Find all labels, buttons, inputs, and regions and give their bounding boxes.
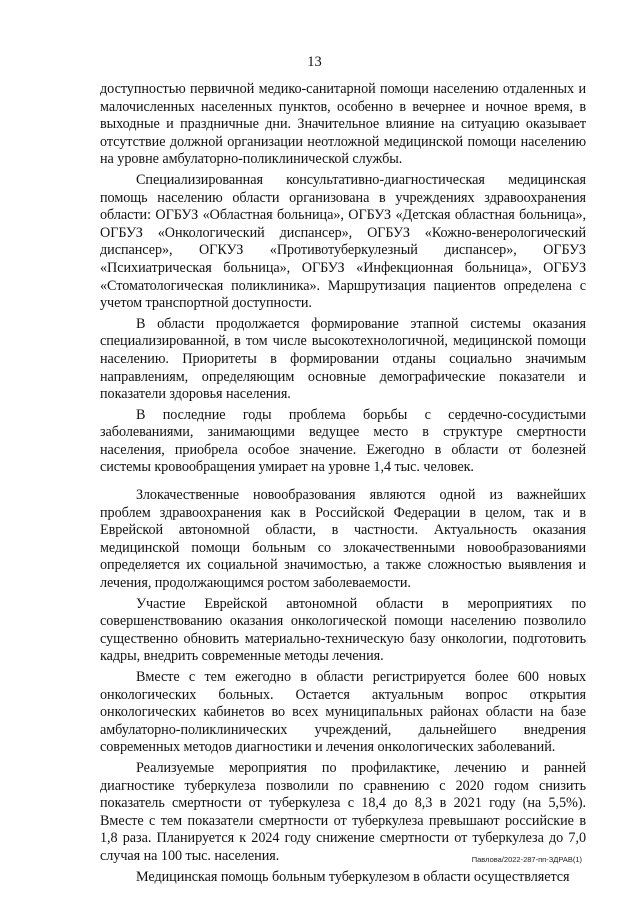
paragraph-tuberculosis: Реализуемые мероприятия по профилактике, лечению и ранней диагностике туберкулеза позволили по сравнению с 2020 годом снизить показатель смертности от туберкулеза с 18,4 до 8,3 в 2021 году (на 5,5%). Вместе с тем показатели смертности от туберкулеза превышают российские в 1,8 раза. Планируется к 2024 году снижение смертности от туберкулеза до 7,0 случая на 100 тыс. населения. [100,759,586,864]
paragraph-continued: доступностью первичной медико-санитарной помощи населению отдаленных и малочисленных населенных пунктов, особенно в вечернее и ночное время, в выходные и праздничные дни. Значительное влияние на ситуацию оказывает отсутствие должной организации неотложной медицинской помощи населению на уровне амбулаторно-поликлинической службы. [100,81,586,168]
paragraph-oncology-participation: Участие Еврейской автономной области в мероприятиях по совершенствованию оказания онкологической помощи населению позволило существенно обновить материально-техническую базу онкологии, подготовить кадры, внедрить современные методы лечения. [100,595,586,665]
page-number: 13 [307,54,322,70]
paragraph-specialized-care: Специализированная консультативно-диагностическая медицинская помощь населению области организована в учреждениях здравоохранения области: ОГБУЗ «Областная больница», ОГБУЗ «Детская областная больница», ОГБУЗ «Онкологический диспансер», ОГБУЗ «Кожно-венерологический диспансер», ОГКУЗ «Противотуберкулезный диспансер», ОГБУЗ «Психиатрическая больница», ОГБУЗ «Инфекционная больница», ОГБУЗ «Стоматологическая поликлиника». Маршрутизация пациентов определена с учетом транспортной доступности. [100,171,586,312]
paragraph-cardiovascular: В последние годы проблема борьбы с сердечно-сосудистыми заболеваниями, занимающими ведущее место в структуре смертности населения, приобрела особое значение. Ежегодно в области от болезней системы кровообращения умирает на уровне 1,4 тыс. человек. [100,406,586,476]
document-reference-footer: Павлова/2022-287-пп-ЗДРАВ(1) [471,855,582,864]
paragraph-new-oncology-patients: Вместе с тем ежегодно в области регистрируется более 600 новых онкологических больных. Остается актуальным вопрос открытия онкологических кабинетов во всех муниципальных районах области на базе амбулаторно-поликлинических учреждений, дальнейшего внедрения современных методов диагностики и лечения онкологических заболеваний. [100,669,586,756]
paragraph-tuberculosis-care: Медицинская помощь больным туберкулезом в области осуществляется [136,868,570,885]
document-body [100,81,586,889]
paragraph-staged-system: В области продолжается формирование этапной системы оказания специализированной, в том числе высокотехнологичной, медицинской помощи населению. Приоритеты в формировании отданы социально значимым направлениям, определяющим основные демографические показатели и показатели здоровья населения. [100,315,586,403]
paragraph-oncology: Злокачественные новообразования являются одной из важнейших проблем здравоохранения как в Российской Федерации в целом, так и в Еврейской автономной области, в частности. Актуальность оказания медицинской помощи больным со злокачественными новообразованиями определяется их социальной значимостью, а также сложностью выявления и лечения, продолжающимся ростом заболеваемости. [100,487,586,592]
